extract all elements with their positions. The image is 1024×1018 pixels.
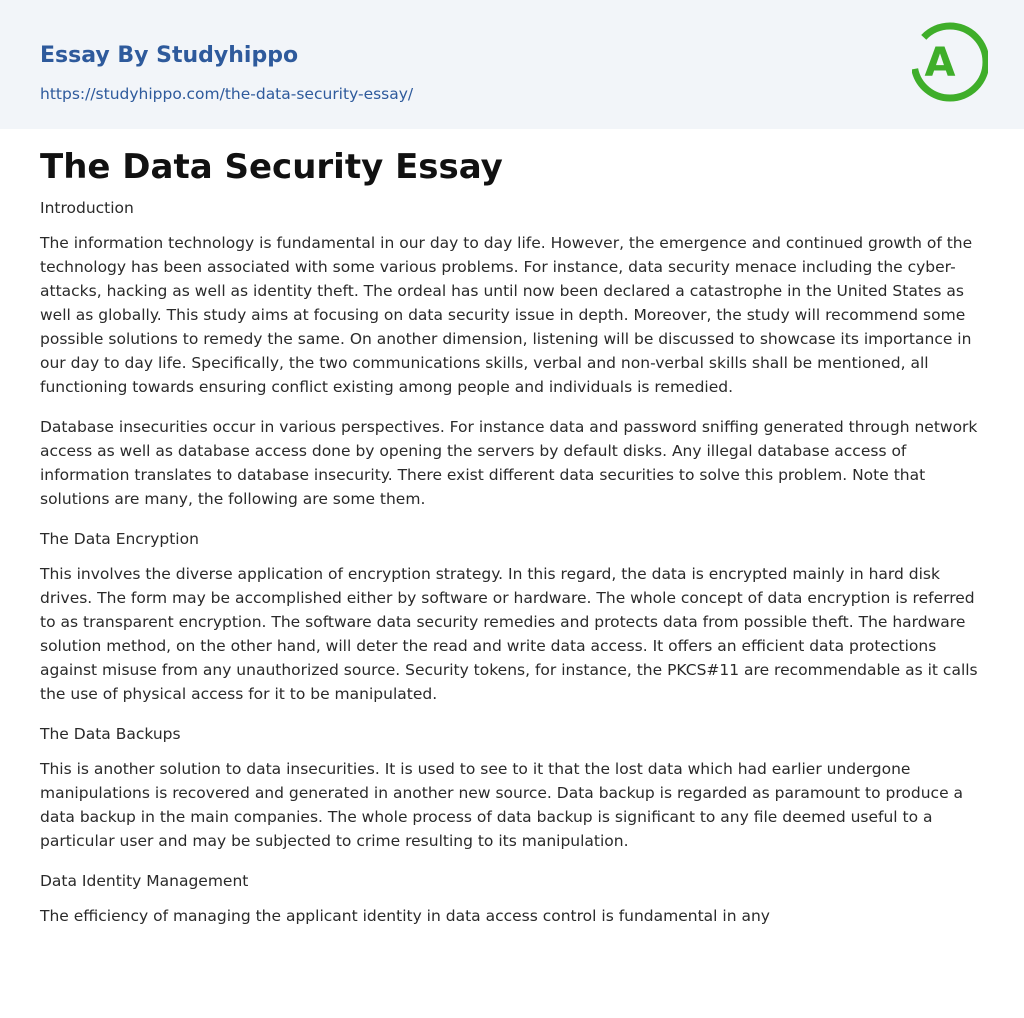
article-body xyxy=(0,129,1024,928)
article-url-link[interactable]: https://studyhippo.com/the-data-security-essay/ xyxy=(40,85,414,103)
logo-letter: A xyxy=(924,40,956,86)
paragraph: This involves the diverse application of encryption strategy. In this regard, the data is encrypted mainly in hard disk drives. The form may be accomplished either by software or hardware. The whole concept of data encryption is referred to as transparent encryption. The software data security remedies and protects data from possible theft. The hardware solution method, on the other hand, will deter the read and write data access. It offers an efficient data protections against misuse from any unauthorized source. Security tokens, for instance, the PKCS#11 are recommendable as it calls the use of physical access for it to be manipulated. xyxy=(40,565,978,703)
paragraph: This is another solution to data insecurities. It is used to see to it that the lost data which had earlier undergone manipulations is recovered and generated in another new source. Data backup is regarded as paramount to produce a data backup in the main companies. The whole process of data backup is significant to any file deemed useful to a particular user and may be subjected to crime resulting to its manipulation. xyxy=(40,760,964,850)
studyhippo-logo-icon[interactable] xyxy=(912,18,988,106)
section-heading-identity-management: Data Identity Management xyxy=(40,872,249,890)
paragraph: Database insecurities occur in various perspectives. For instance data and password sniffing generated through network access as well as database access done by opening the servers by default disks. Any illegal database access of information translates to database insecurity. There exist different data securities to solve this problem. Note that solutions are many, the following are some them. xyxy=(40,418,978,508)
section-heading-data-backups: The Data Backups xyxy=(40,725,181,743)
paragraph: The information technology is fundamental in our day to day life. However, the emergence and continued growth of the technology has been associated with some various problems. For instance, data security menace including the cyber-attacks, hacking as well as identity theft. The ordeal has until now been declared a catastrophe in the United States as well as globally. This study aims at focusing on data security issue in depth. Moreover, the study will recommend some possible solutions to remedy the same. On another dimension, listening will be discussed to showcase its importance in our day to day life. Specifically, the two communications skills, verbal and non-verbal skills shall be mentioned, all functioning towards ensuring conflict existing among people and individuals is remedied. xyxy=(40,234,973,396)
site-header xyxy=(0,0,1024,129)
section-heading-introduction: Introduction xyxy=(40,199,134,217)
paragraph: The efficiency of managing the applicant identity in data access control is fundamental in any xyxy=(40,907,770,925)
site-brand[interactable]: Essay By Studyhippo xyxy=(40,43,299,68)
section-heading-data-encryption: The Data Encryption xyxy=(40,530,199,548)
page-title: The Data Security Essay xyxy=(40,147,503,187)
